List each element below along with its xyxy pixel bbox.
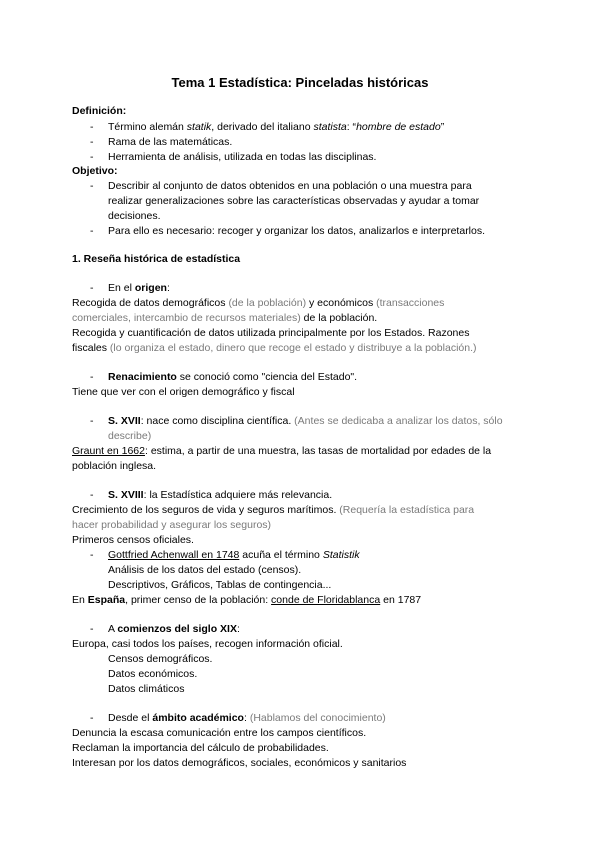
academico-bullet: Desde el ámbito académico: (Hablamos del conocimiento) [108, 712, 386, 724]
academico-line-1: Denuncia la escasa comunicación entre los campos científicos. [72, 727, 367, 739]
renacimiento-line-1: Tiene que ver con el origen demográfico y fiscal [72, 386, 295, 398]
objetivo-heading: Objetivo: [72, 165, 118, 177]
renacimiento-bullet: Renacimiento se conoció como "ciencia del Estado". [108, 371, 358, 383]
bullet-dash: - [90, 121, 94, 133]
origen-line-4: fiscales (lo organiza el estado, dinero que recoge el estado y distribuye a la población.) [72, 342, 477, 354]
xviii-sub-1: Gottfried Achenwall en 1748 acuña el término Statistik [108, 549, 360, 561]
objetivo-item-1-line-2: realizar generalizaciones sobre las características observadas y ayudar a tomar [108, 195, 480, 207]
origen-line-1: Recogida de datos demográficos (de la población) y económicos (transacciones [72, 297, 445, 309]
origen-line-3: Recogida y cuantificación de datos utilizada principalmente por los Estados. Razones [72, 327, 470, 339]
xviii-sub-2: Análisis de los datos del estado (censos). [108, 564, 302, 576]
bullet-dash: - [90, 180, 94, 192]
xvii-line-2: población inglesa. [72, 460, 157, 472]
xviii-sub-3: Descriptivos, Gráficos, Tablas de contingencia... [108, 579, 332, 591]
definicion-heading: Definición: [72, 105, 127, 117]
bullet-dash: - [90, 489, 94, 501]
xix-sub-1: Censos demográficos. [108, 653, 213, 665]
page-title: Tema 1 Estadística: Pinceladas históricas [171, 75, 429, 90]
bullet-dash: - [90, 712, 94, 724]
academico-line-3: Interesan por los datos demográficos, sociales, económicos y sanitarios [72, 757, 407, 769]
definicion-item-3: Herramienta de análisis, utilizada en todas las disciplinas. [108, 151, 377, 163]
bullet-dash: - [90, 225, 94, 237]
xvii-bullet-cont: describe) [108, 430, 152, 442]
definicion-item-1: Término alemán statik, derivado del italiano statista: “hombre de estado” [108, 121, 445, 133]
xvii-bullet: S. XVII: nace como disciplina científica. (Antes se dedicaba a analizar los datos, sólo [108, 415, 503, 427]
xvii-line-1: Graunt en 1662: estima, a partir de una muestra, las tasas de mortalidad por edades de la [72, 445, 492, 457]
bullet-dash: - [90, 151, 94, 163]
xix-bullet: A comienzos del siglo XIX: [108, 623, 240, 635]
origen-line-2: comerciales, intercambio de recursos materiales) de la población. [72, 312, 378, 324]
bullet-dash: - [90, 415, 94, 427]
xix-sub-3: Datos climáticos [108, 683, 185, 695]
bullet-dash: - [90, 282, 94, 294]
bullet-dash: - [90, 623, 94, 635]
origen-bullet: En el origen: [108, 282, 170, 294]
xviii-bullet: S. XVIII: la Estadística adquiere más relevancia. [108, 489, 333, 501]
objetivo-item-1-line-1: Describir al conjunto de datos obtenidos en una población o una muestra para [108, 180, 472, 192]
xix-sub-2: Datos económicos. [108, 668, 198, 680]
xviii-line-4: En España, primer censo de la población: conde de Floridablanca en 1787 [72, 594, 422, 606]
bullet-dash: - [90, 371, 94, 383]
bullet-dash: - [90, 549, 94, 561]
xviii-line-1: Crecimiento de los seguros de vida y seguros marítimos. (Requería la estadística para [72, 504, 475, 516]
bullet-dash: - [90, 136, 94, 148]
xviii-line-3: Primeros censos oficiales. [72, 534, 194, 546]
section-heading: 1. Reseña histórica de estadística [72, 253, 241, 265]
academico-line-2: Reclaman la importancia del cálculo de probabilidades. [72, 742, 329, 754]
objetivo-item-1-line-3: decisiones. [108, 210, 161, 222]
definicion-item-2: Rama de las matemáticas. [108, 136, 233, 148]
objetivo-item-2: Para ello es necesario: recoger y organizar los datos, analizarlos e interpretarlos. [108, 225, 486, 237]
xix-line-1: Europa, casi todos los países, recogen información oficial. [72, 638, 343, 650]
xviii-line-2: hacer probabilidad y asegurar los seguros) [72, 519, 272, 531]
